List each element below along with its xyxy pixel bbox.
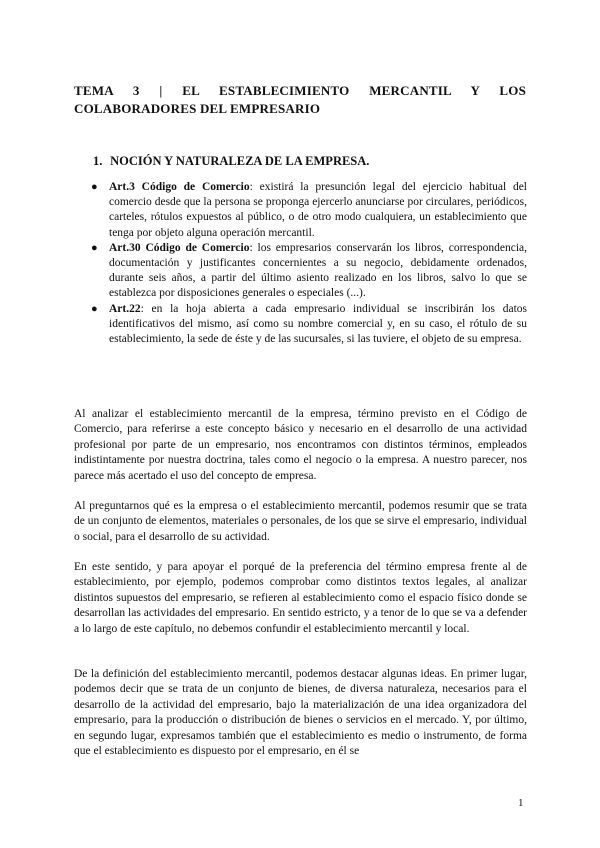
article-reference: Art.30 Código de Comercio — [109, 241, 250, 254]
article-reference: Art.22 — [109, 302, 141, 315]
section-heading — [93, 153, 369, 169]
list-item — [91, 241, 527, 302]
article-text: : en la hoja abierta a cada empresario individual se inscribirán los datos identificativos del mismo, así como su nombre comercial y, en su caso, el rótulo de su establecimiento, la sede de éste y de las sucursales, si las tuviere, el objeto de su empresa. — [109, 302, 527, 346]
body-paragraph: En este sentido, y para apoyar el porqué de la preferencia del término empresa frente al de establecimiento, por ejemplo, podemos comprobar como distintos textos legales, al analizar distintos supuestos del empresario, se refieren al establecimiento como el espacio físico donde se desarrollan las actividades del empresario. En sentido estricto, y a tenor de lo que se va a defender a lo largo de este capítulo, no debemos confundir el establecimiento mercantil y local. — [74, 561, 527, 635]
list-item — [91, 180, 527, 241]
body-paragraph: Al analizar el establecimiento mercantil de la empresa, término previsto en el Código de Comercio, para referirse a este concepto básico y necesario en el desarrollo de una actividad profesional por parte de un empresario, nos encontramos con distintos términos, empleados indistintamente por nuestra doctrina, tales como el negocio o la empresa. A nuestro parecer, nos parece más acertado el uso del concepto de empresa. — [74, 408, 527, 482]
article-list — [91, 180, 527, 347]
article-text: : los empresarios conservarán los libros, correspondencia, documentación y justificantes concernientes a su negocio, debidamente ordenados, durante seis años, a partir del último asiento realizado en los libros, salvo lo que se establezca por disposiciones generales o especiales (...). — [109, 241, 527, 300]
section-number: 1. — [93, 154, 103, 168]
page-number: 1 — [518, 797, 524, 809]
page-title: TEMA 3 | EL ESTABLECIMIENTO MERCANTIL Y LOS COLABORADORES DEL EMPRESARIO — [74, 83, 526, 116]
list-item — [91, 302, 527, 348]
body-paragraph: De la definición del establecimiento mercantil, podemos destacar algunas ideas. En primer lugar, podemos decir que se trata de un conjunto de bienes, de diversa naturaleza, necesarios para el desarrollo de la actividad del empresario, bajo la materialización de una idea organizadora del empresario, para la producción o distribución de bienes o servicios en el mercado. Y, por último, en segundo lugar, expresamos también que el establecimiento es medio o instrumento, de forma que el establecimiento es dispuesto por el empresario, en él se — [74, 668, 527, 758]
article-text: : existirá la presunción legal del ejercicio habitual del comercio desde que la persona se proponga ejercerlo anunciarse por circulares, periódicos, carteles, rótulos expuestos al público, o de otro modo cualquiera, un establecimiento que tenga por objeto alguna operación mercantil. — [109, 181, 528, 239]
bullet-icon: ● — [91, 241, 98, 254]
body-paragraph: Al preguntarnos qué es la empresa o el establecimiento mercantil, podemos resumir que se trata de un conjunto de elementos, materiales o personales, de los que se sirve el empresario, individual o social, para el desarrollo de su actividad. — [74, 500, 527, 543]
bullet-icon: ● — [91, 302, 98, 315]
section-heading-text: NOCIÓN Y NATURALEZA DE LA EMPRESA. — [110, 154, 370, 168]
article-reference: Art.3 Código de Comercio — [109, 181, 250, 193]
bullet-icon: ● — [91, 181, 98, 193]
